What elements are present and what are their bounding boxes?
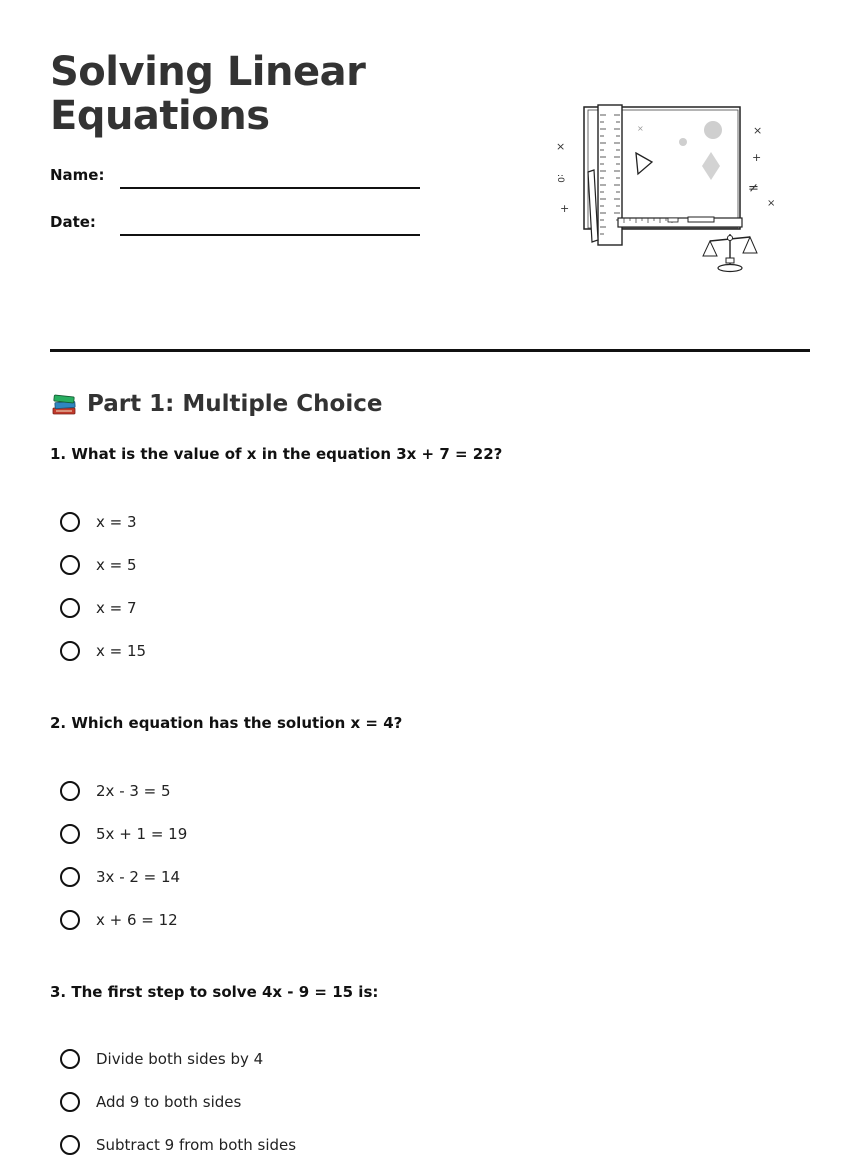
radio-button[interactable] (60, 781, 80, 801)
date-blank-line[interactable] (120, 234, 420, 236)
question-2-option-b[interactable] (60, 821, 187, 847)
radio-button[interactable] (60, 1049, 80, 1069)
question-3-option-c[interactable] (60, 1132, 296, 1158)
section-heading (50, 388, 382, 420)
date-field[interactable] (50, 210, 430, 238)
question-1-option-d[interactable] (60, 638, 146, 664)
question-1-option-b[interactable] (60, 552, 137, 578)
option-label: 5x + 1 = 19 (96, 825, 188, 843)
option-label: x = 3 (96, 513, 137, 531)
question-2-option-c[interactable] (60, 864, 180, 890)
option-label: x = 5 (96, 556, 137, 574)
svg-text::0: :0 (555, 174, 565, 183)
radio-button[interactable] (60, 641, 80, 661)
books-icon (50, 390, 78, 418)
option-label: 3x - 2 = 14 (96, 868, 181, 886)
option-label: x = 15 (96, 642, 147, 660)
question-3: 3. The first step to solve 4x - 9 = 15 is: (50, 983, 379, 1001)
radio-button[interactable] (60, 1092, 80, 1112)
option-label: Add 9 to both sides (96, 1093, 242, 1111)
section-divider (50, 349, 810, 352)
svg-text:×: × (753, 124, 763, 137)
date-label: Date: (50, 213, 96, 231)
radio-button[interactable] (60, 867, 80, 887)
classroom-illustration (548, 100, 788, 280)
radio-button[interactable] (60, 1135, 80, 1155)
question-2-option-a[interactable] (60, 778, 171, 804)
worksheet-title: Solving Linear Equations (50, 49, 366, 139)
svg-text:×: × (637, 124, 644, 133)
radio-button[interactable] (60, 598, 80, 618)
svg-text:≠: ≠ (748, 181, 759, 196)
radio-button[interactable] (60, 512, 80, 532)
radio-button[interactable] (60, 555, 80, 575)
name-field[interactable] (50, 163, 430, 191)
question-1-option-c[interactable] (60, 595, 137, 621)
question-2-option-d[interactable] (60, 907, 178, 933)
question-1-option-a[interactable] (60, 509, 137, 535)
option-label: Divide both sides by 4 (96, 1050, 264, 1068)
question-3-option-b[interactable] (60, 1089, 241, 1115)
radio-button[interactable] (60, 910, 80, 930)
radio-button[interactable] (60, 824, 80, 844)
name-label: Name: (50, 166, 105, 184)
svg-text:×: × (556, 140, 566, 153)
option-label: 2x - 3 = 5 (96, 782, 171, 800)
question-3-option-a[interactable] (60, 1046, 263, 1072)
svg-text:+: + (752, 151, 762, 164)
section-title: Part 1: Multiple Choice (87, 391, 383, 417)
option-label: Subtract 9 from both sides (96, 1136, 297, 1154)
question-1: 1. What is the value of x in the equation 3x + 7 = 22? (50, 445, 503, 463)
question-2: 2. Which equation has the solution x = 4? (50, 714, 403, 732)
name-blank-line[interactable] (120, 187, 420, 189)
option-label: x + 6 = 12 (96, 911, 178, 929)
svg-text:×: × (767, 198, 776, 209)
svg-text:+: + (560, 202, 570, 215)
option-label: x = 7 (96, 599, 137, 617)
